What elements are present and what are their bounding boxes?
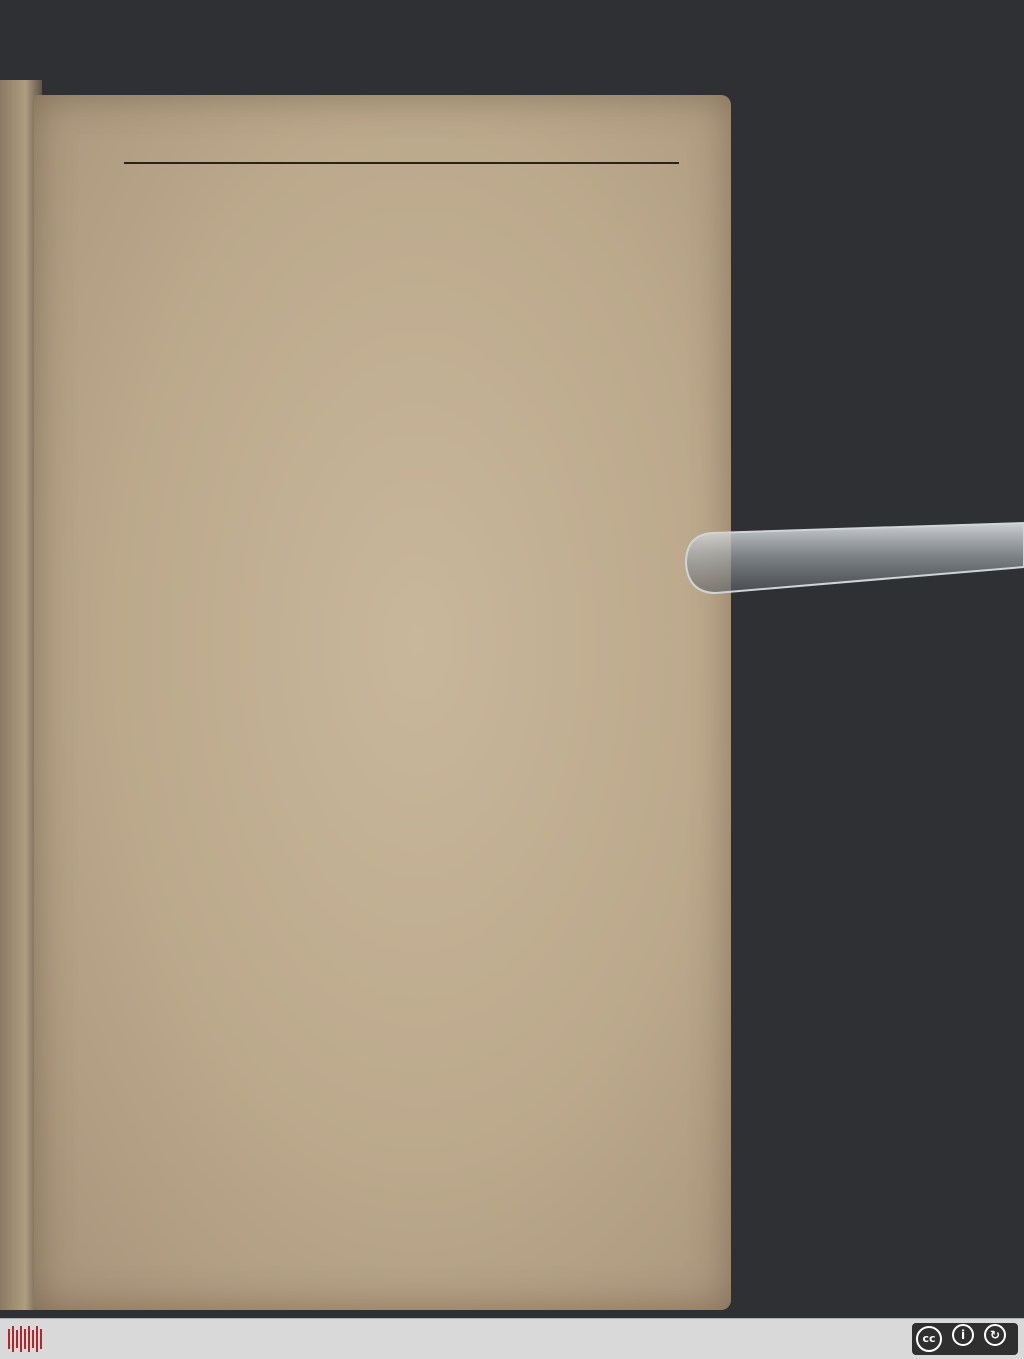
head-rule: [124, 162, 679, 164]
book-page: [34, 95, 731, 1310]
creative-commons-badge[interactable]: [912, 1323, 1018, 1355]
sa-icon: ↻: [984, 1324, 1006, 1346]
footer-bar: [0, 1318, 1024, 1359]
running-head: [124, 115, 684, 159]
page-holder-clip: [682, 505, 1024, 605]
by-icon: i: [952, 1324, 974, 1346]
library-barcode-icon: [8, 1326, 42, 1352]
cc-icon: cc: [916, 1326, 942, 1352]
